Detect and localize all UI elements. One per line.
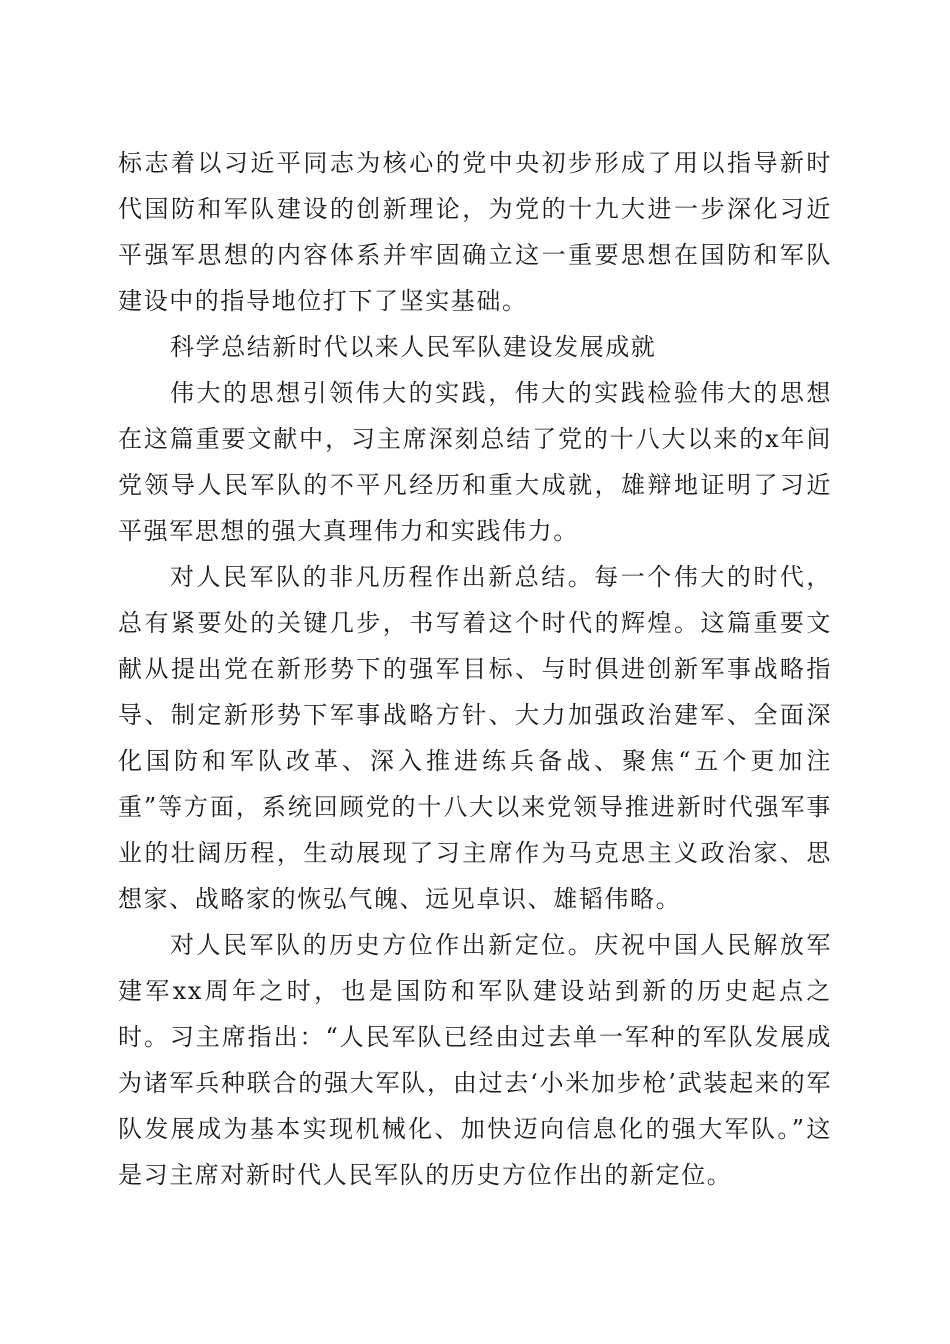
document-body bbox=[118, 140, 832, 1198]
section-heading: 科学总结新时代以来人民军队建设发展成就 bbox=[170, 333, 657, 361]
paragraph-2: 伟大的思想引领伟大的实践，伟大的实践检验伟大的思想在这篇重要文献中，习主席深刻总结了党的十八大以来的x年间党领导人民军队的不平凡经历和重大成就，雄辩地证明了习近平强军思想的强大真理伟力和实践伟力。 bbox=[118, 379, 832, 545]
paragraph-1: 标志着以习近平同志为核心的党中央初步形成了用以指导新时代国防和军队建设的创新理论，为党的十九大进一步深化习近平强军思想的内容体系并牢固确立这一重要思想在国防和军队建设中的指导地位打下了坚实基础。 bbox=[118, 149, 832, 315]
paragraph-3: 对人民军队的非凡历程作出新总结。每一个伟大的时代，总有紧要处的关键几步，书写着这个时代的辉煌。这篇重要文献从提出党在新形势下的强军目标、与时俱进创新军事战略指导、制定新形势下军事战略方针、大力加强政治建军、全面深化国防和军队改革、深入推进练兵备战、聚焦“五个更加注重”等方面，系统回顾党的十八大以来党领导推进新时代强军事业的壮阔历程，生动展现了习主席作为马克思主义政治家、思想家、战略家的恢弘气魄、远见卓识、雄韬伟略。 bbox=[118, 563, 832, 913]
paragraph-4: 对人民军队的历史方位作出新定位。庆祝中国人民解放军建军xx周年之时，也是国防和军队建设站到新的历史起点之时。习主席指出：“人民军队已经由过去单一军种的军队发展成为诸军兵种联合的强大军队，由过去‘小米加步枪’武装起来的军队发展成为基本实现机械化、加快迈向信息化的强大军队。”这是习主席对新时代人民军队的历史方位作出的新定位。 bbox=[118, 931, 832, 1189]
